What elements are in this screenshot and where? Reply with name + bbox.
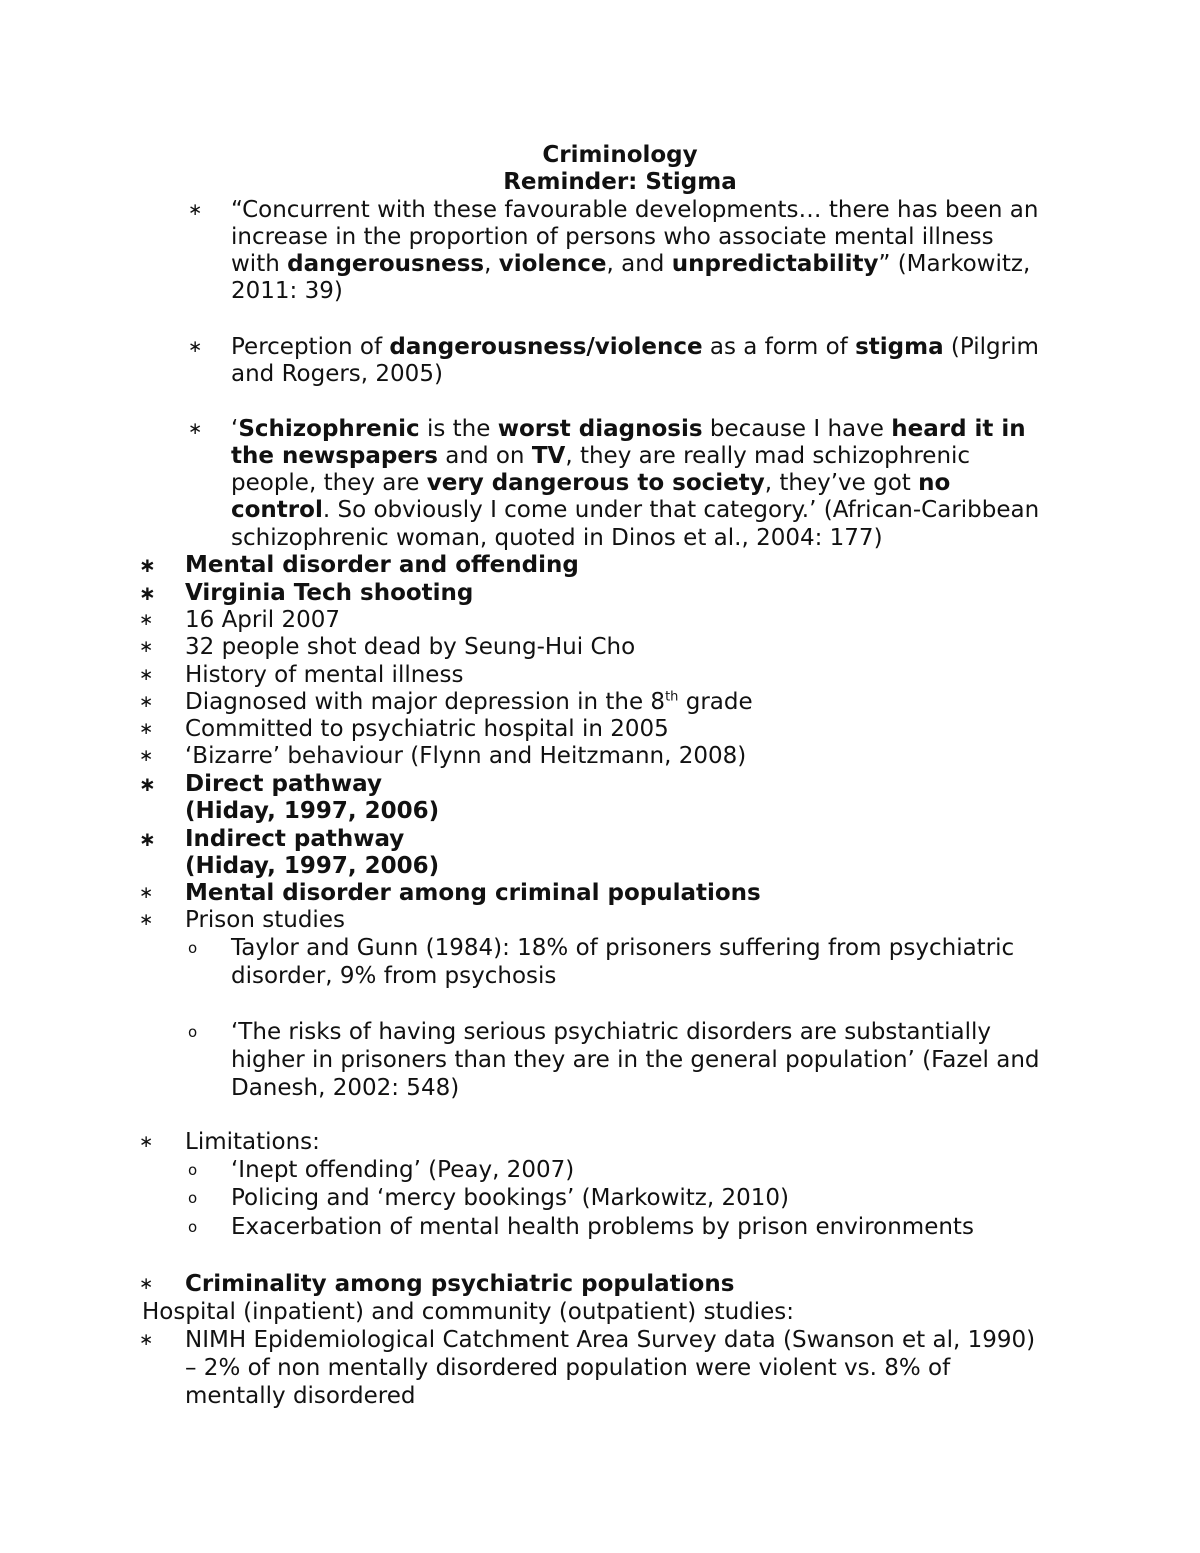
asterisk-bullet-icon: ∗ (139, 581, 156, 605)
asterisk-bullet-icon: ∗ (139, 772, 156, 796)
direct-pathway-citation: (Hiday, 1997, 2006) (185, 798, 440, 824)
nimh-line3: mentally disordered (185, 1383, 416, 1409)
limitation-item: Exacerbation of mental health problems by prison environments (231, 1214, 974, 1240)
asterisk-bullet-icon: ∗ (139, 827, 156, 851)
circle-bullet-icon: o (188, 939, 198, 957)
direct-pathway-heading: Direct pathway (185, 771, 382, 797)
prison-study1-line2: disorder, 9% from psychosis (231, 963, 557, 989)
asterisk-bullet-icon: ∗ (139, 1330, 154, 1350)
quote2-line1: Perception of dangerousness/violence as a form of stigma (Pilgrim (231, 334, 1039, 360)
asterisk-bullet-icon: ∗ (188, 419, 203, 439)
asterisk-bullet-icon: ∗ (139, 610, 154, 630)
prison-study2-line2: higher in prisoners than they are in the general population’ (Fazel and (231, 1047, 1040, 1073)
document-subtitle: Reminder: Stigma (503, 169, 737, 195)
hospital-studies-text: Hospital (inpatient) and community (outpatient) studies: (142, 1299, 795, 1325)
quote1-line1: “Concurrent with these favourable developments… there has been an (231, 197, 1039, 223)
quote3-line3: people, they are very dangerous to society, they’ve got no (231, 470, 951, 496)
section-heading-mental-disorder: Mental disorder and offending (185, 552, 579, 578)
limitation-item: ‘Inept offending’ (Peay, 2007) (231, 1157, 575, 1183)
asterisk-bullet-icon: ∗ (139, 665, 154, 685)
section-heading-virginia-tech: Virginia Tech shooting (185, 580, 474, 606)
list-item: Committed to psychiatric hospital in 2005 (185, 716, 669, 742)
quote3-line2: the newspapers and on TV, they are really mad schizophrenic (231, 443, 971, 469)
quote1-line2: increase in the proportion of persons who associate mental illness (231, 224, 994, 250)
section-heading-psychiatric-populations: Criminality among psychiatric populations (185, 1271, 735, 1297)
document-title: Criminology (542, 142, 698, 168)
asterisk-bullet-icon: ∗ (188, 337, 203, 357)
indirect-pathway-citation: (Hiday, 1997, 2006) (185, 853, 440, 879)
asterisk-bullet-icon: ∗ (139, 746, 154, 766)
prison-study1-line1: Taylor and Gunn (1984): 18% of prisoners suffering from psychiatric (231, 935, 1015, 961)
asterisk-bullet-icon: ∗ (139, 1132, 154, 1152)
asterisk-bullet-icon: ∗ (188, 200, 203, 220)
prison-study2-line1: ‘The risks of having serious psychiatric disorders are substantially (231, 1019, 991, 1045)
list-item-diagnosis: Diagnosed with major depression in the 8th grade (185, 689, 753, 715)
asterisk-bullet-icon: ∗ (139, 719, 154, 739)
quote3-line1: ‘Schizophrenic is the worst diagnosis because I have heard it in (231, 416, 1026, 442)
list-item: 32 people shot dead by Seung-Hui Cho (185, 634, 636, 660)
prison-study2-line3: Danesh, 2002: 548) (231, 1075, 460, 1101)
circle-bullet-icon: o (188, 1161, 198, 1179)
quote1-line4: 2011: 39) (231, 278, 343, 304)
asterisk-bullet-icon: ∗ (139, 910, 154, 930)
asterisk-bullet-icon: ∗ (139, 553, 156, 577)
circle-bullet-icon: o (188, 1189, 198, 1207)
asterisk-bullet-icon: ∗ (139, 692, 154, 712)
asterisk-bullet-icon: ∗ (139, 1274, 154, 1294)
asterisk-bullet-icon: ∗ (139, 883, 154, 903)
limitation-item: Policing and ‘mercy bookings’ (Markowitz, 2010) (231, 1185, 789, 1211)
list-item: History of mental illness (185, 662, 464, 688)
nimh-line1: NIMH Epidemiological Catchment Area Survey data (Swanson et al, 1990) (185, 1327, 1036, 1353)
section-heading-criminal-populations: Mental disorder among criminal populations (185, 880, 761, 906)
list-item-prison-studies: Prison studies (185, 907, 345, 933)
quote2-line2: and Rogers, 2005) (231, 361, 443, 387)
list-item: ‘Bizarre’ behaviour (Flynn and Heitzmann, 2008) (185, 743, 747, 769)
circle-bullet-icon: o (188, 1218, 198, 1236)
indirect-pathway-heading: Indirect pathway (185, 826, 405, 852)
asterisk-bullet-icon: ∗ (139, 637, 154, 657)
quote3-line4: control. So obviously I come under that category.’ (African-Caribbean (231, 497, 1040, 523)
circle-bullet-icon: o (188, 1023, 198, 1041)
nimh-line2: – 2% of non mentally disordered population were violent vs. 8% of (185, 1355, 951, 1381)
quote3-line5: schizophrenic woman, quoted in Dinos et al., 2004: 177) (231, 525, 883, 551)
quote1-line3: with dangerousness, violence, and unpredictability” (Markowitz, (231, 251, 1031, 277)
list-item: 16 April 2007 (185, 607, 340, 633)
limitations-heading: Limitations: (185, 1129, 320, 1155)
